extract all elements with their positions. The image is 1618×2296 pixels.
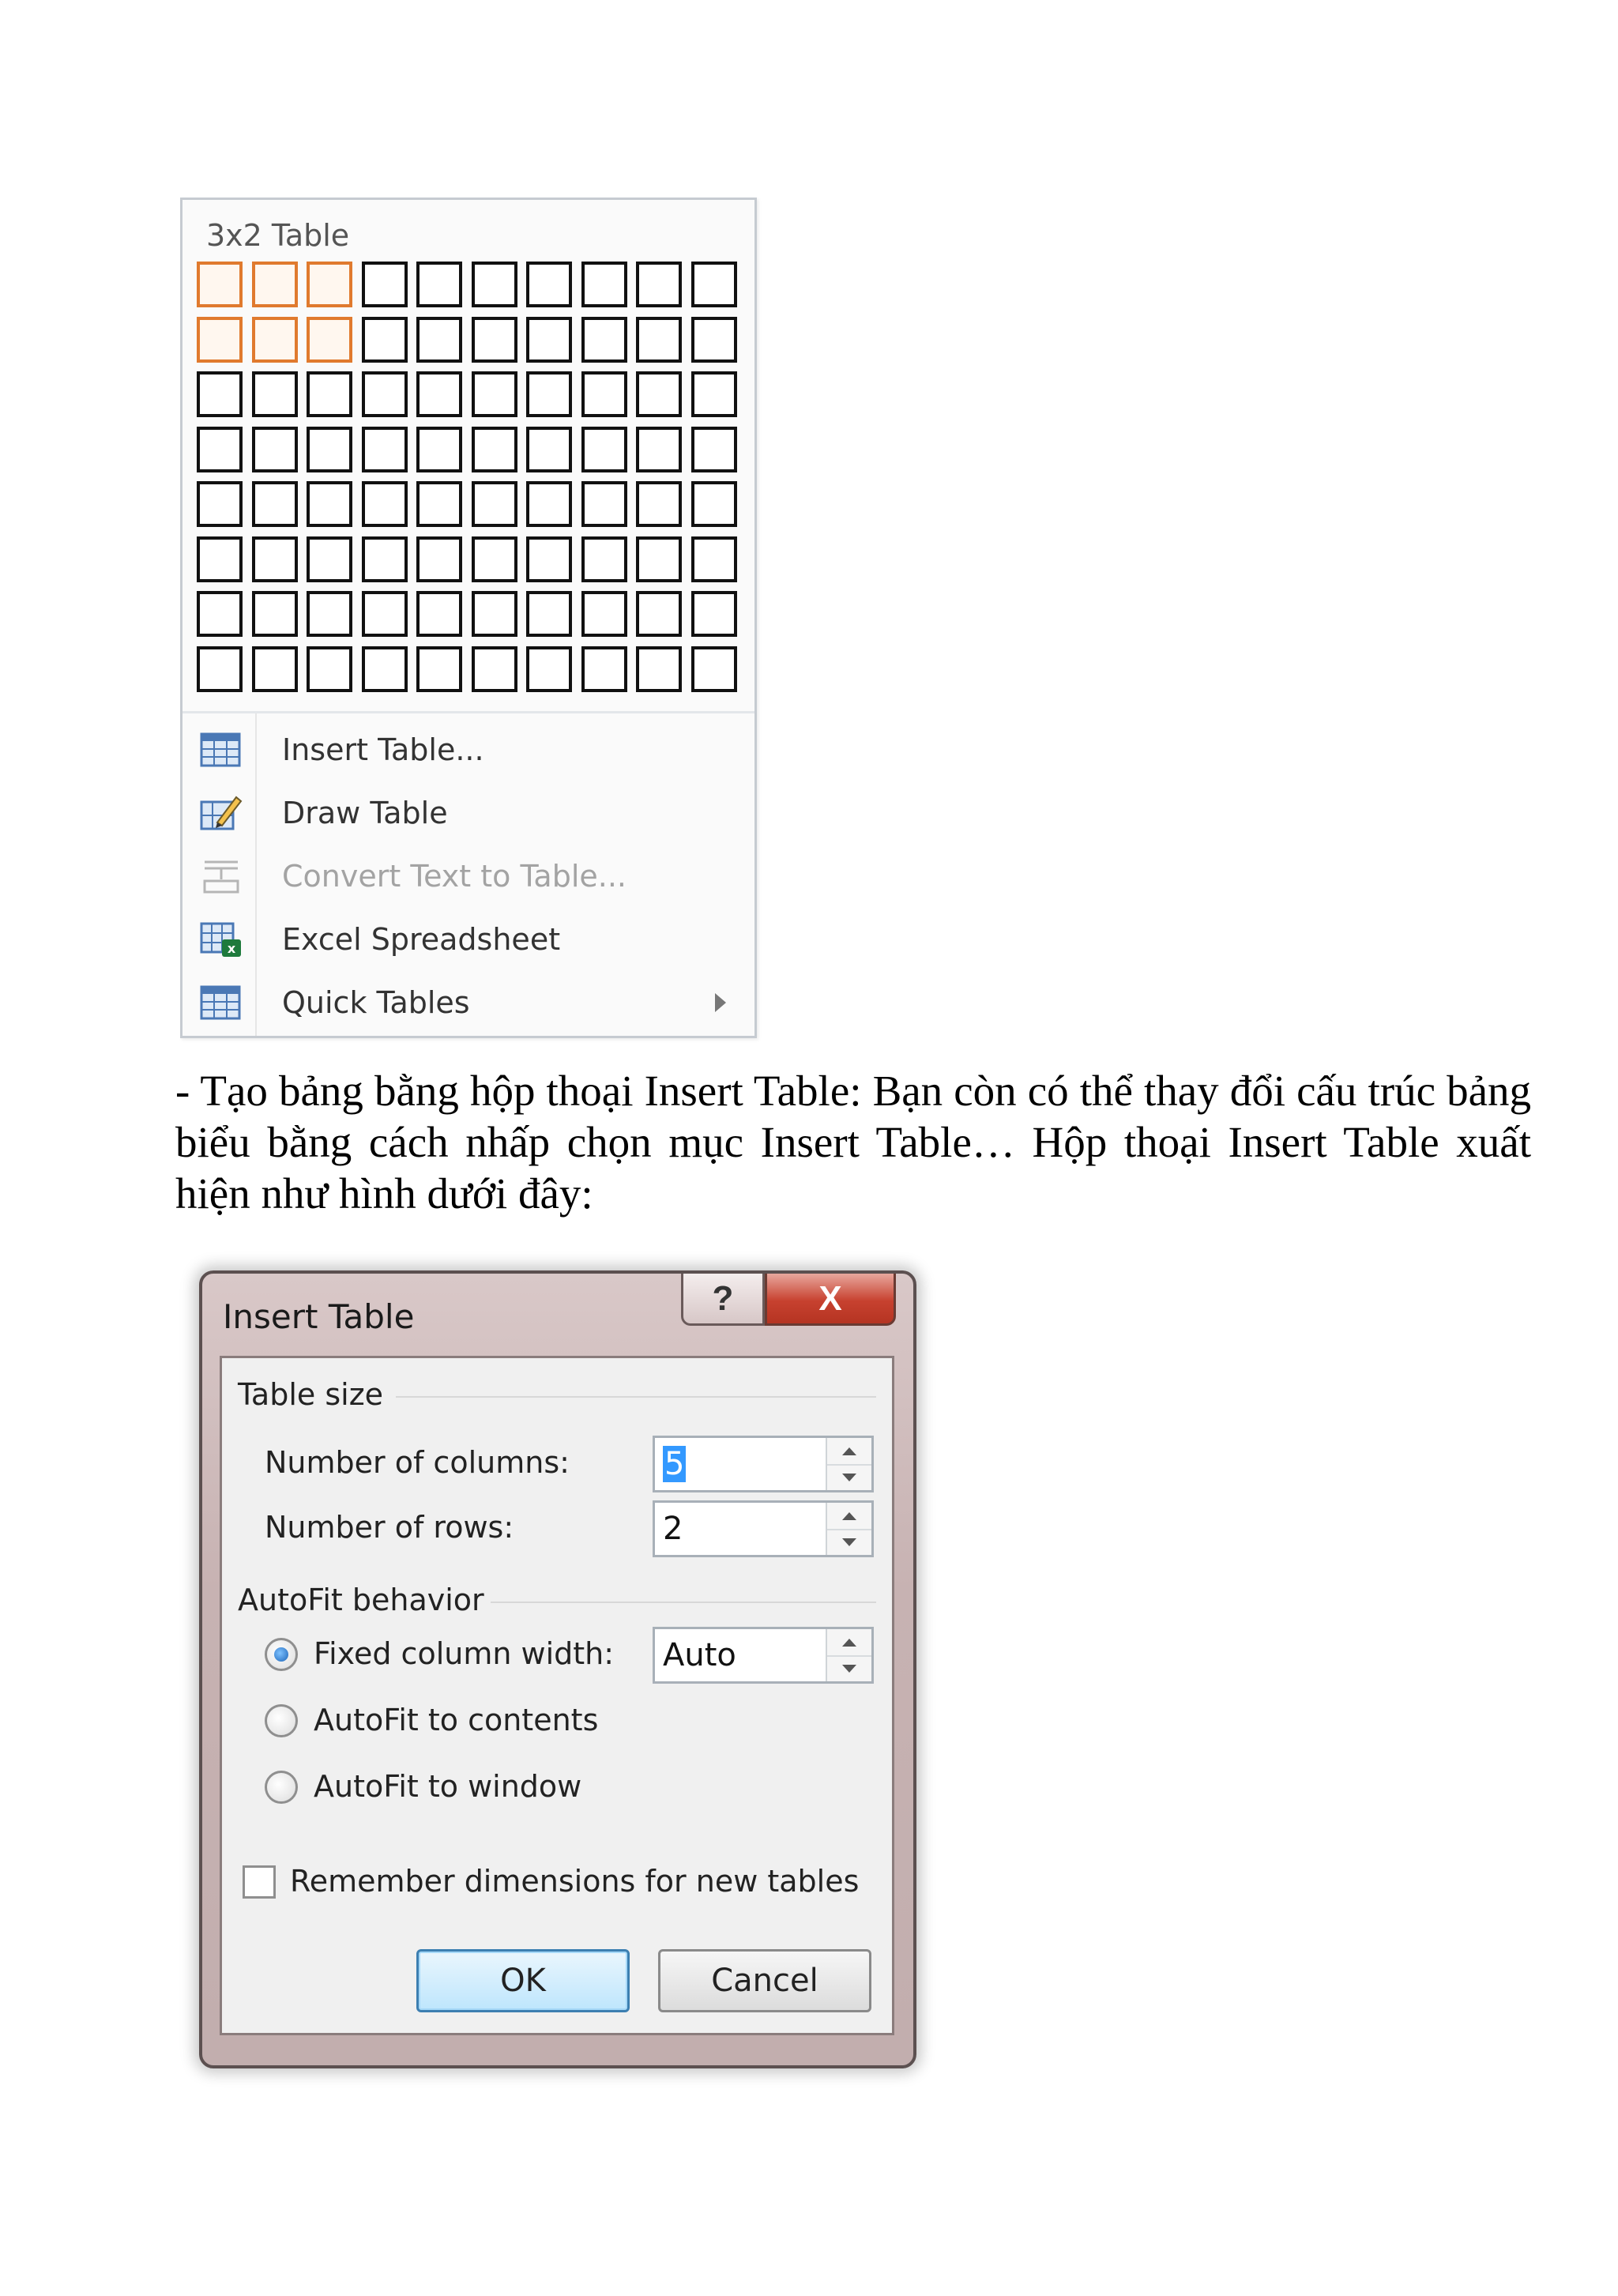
grid-cell[interactable] bbox=[472, 591, 517, 637]
grid-cell[interactable] bbox=[581, 481, 627, 527]
fixed-width-radio[interactable] bbox=[265, 1638, 298, 1671]
grid-cell[interactable] bbox=[581, 371, 627, 417]
grid-cell[interactable] bbox=[526, 371, 572, 417]
grid-cell[interactable] bbox=[307, 591, 352, 637]
grid-cell[interactable] bbox=[526, 591, 572, 637]
grid-cell[interactable] bbox=[252, 536, 298, 582]
menu-item-excel-spreadsheet[interactable] bbox=[182, 908, 754, 971]
grid-cell[interactable] bbox=[472, 427, 517, 472]
grid-cell[interactable] bbox=[472, 481, 517, 527]
grid-cell[interactable] bbox=[691, 481, 737, 527]
grid-cell-selected[interactable] bbox=[307, 317, 352, 363]
grid-cell[interactable] bbox=[636, 646, 682, 692]
grid-cell[interactable] bbox=[416, 317, 462, 363]
remember-dimensions-checkbox[interactable] bbox=[243, 1865, 276, 1899]
columns-spinner[interactable] bbox=[653, 1436, 874, 1492]
grid-cell[interactable] bbox=[526, 536, 572, 582]
columns-input[interactable]: 5 bbox=[664, 1446, 685, 1482]
close-button[interactable] bbox=[765, 1274, 896, 1326]
grid-cell[interactable] bbox=[581, 317, 627, 363]
grid-cell[interactable] bbox=[526, 481, 572, 527]
menu-item-label: Draw Table bbox=[282, 796, 448, 830]
arrow-up-icon bbox=[842, 1447, 856, 1455]
insert-table-dropdown bbox=[180, 198, 757, 1038]
grid-cell[interactable] bbox=[416, 536, 462, 582]
spin-down-button[interactable] bbox=[827, 1464, 871, 1490]
grid-cell[interactable] bbox=[362, 481, 408, 527]
spin-down-button[interactable] bbox=[827, 1529, 871, 1555]
grid-cell[interactable] bbox=[307, 536, 352, 582]
spin-up-button[interactable] bbox=[827, 1629, 871, 1657]
grid-cell[interactable] bbox=[362, 591, 408, 637]
grid-cell[interactable] bbox=[362, 536, 408, 582]
spinner-arrows bbox=[826, 1503, 871, 1555]
spin-down-button[interactable] bbox=[827, 1655, 871, 1681]
autofit-heading: AutoFit behavior bbox=[238, 1583, 484, 1617]
menu-item-quick-tables[interactable] bbox=[182, 971, 754, 1034]
grid-cell[interactable] bbox=[472, 262, 517, 307]
grid-cell[interactable] bbox=[636, 262, 682, 307]
menu-item-label: Excel Spreadsheet bbox=[282, 922, 561, 957]
excel-spreadsheet-icon bbox=[200, 920, 243, 958]
draw-table-pencil-icon bbox=[200, 794, 243, 832]
grid-cell[interactable] bbox=[416, 262, 462, 307]
grid-cell[interactable] bbox=[472, 317, 517, 363]
grid-cell[interactable] bbox=[252, 646, 298, 692]
grid-cell[interactable] bbox=[691, 536, 737, 582]
menu-separator bbox=[182, 711, 754, 713]
grid-cell[interactable] bbox=[472, 536, 517, 582]
grid-cell[interactable] bbox=[197, 481, 243, 527]
grid-cell[interactable] bbox=[691, 371, 737, 417]
menu-item-label: Convert Text to Table... bbox=[282, 859, 627, 894]
grid-cell[interactable] bbox=[636, 536, 682, 582]
menu-item-label: Insert Table... bbox=[282, 732, 484, 767]
grid-cell[interactable] bbox=[362, 646, 408, 692]
grid-cell[interactable] bbox=[691, 646, 737, 692]
spin-up-button[interactable] bbox=[827, 1503, 871, 1530]
grid-cell[interactable] bbox=[416, 646, 462, 692]
grid-cell[interactable] bbox=[197, 427, 243, 472]
group-divider bbox=[491, 1602, 876, 1603]
rows-spinner[interactable] bbox=[653, 1500, 874, 1557]
arrow-down-icon bbox=[842, 1474, 856, 1481]
close-icon: X bbox=[818, 1278, 842, 1318]
grid-cell[interactable] bbox=[636, 427, 682, 472]
grid-cell[interactable] bbox=[307, 481, 352, 527]
grid-cell[interactable] bbox=[252, 427, 298, 472]
grid-cell[interactable] bbox=[691, 427, 737, 472]
grid-cell[interactable] bbox=[636, 317, 682, 363]
dialog-body bbox=[220, 1356, 894, 2035]
grid-cell[interactable] bbox=[416, 427, 462, 472]
grid-cell[interactable] bbox=[691, 262, 737, 307]
autofit-window-radio[interactable] bbox=[265, 1771, 298, 1804]
group-divider bbox=[396, 1396, 876, 1398]
insert-table-dialog bbox=[199, 1270, 916, 2068]
spin-up-button[interactable] bbox=[827, 1438, 871, 1466]
convert-text-icon bbox=[200, 857, 243, 895]
grid-cell[interactable] bbox=[581, 591, 627, 637]
grid-cell[interactable] bbox=[416, 371, 462, 417]
grid-cell[interactable] bbox=[307, 427, 352, 472]
arrow-down-icon bbox=[842, 1538, 856, 1546]
grid-cell[interactable] bbox=[362, 371, 408, 417]
arrow-up-icon bbox=[842, 1639, 856, 1647]
grid-cell[interactable] bbox=[691, 317, 737, 363]
fixed-width-spinner[interactable] bbox=[653, 1627, 874, 1684]
grid-cell[interactable] bbox=[197, 646, 243, 692]
arrow-down-icon bbox=[842, 1665, 856, 1673]
grid-cell[interactable] bbox=[526, 427, 572, 472]
grid-cell[interactable] bbox=[362, 317, 408, 363]
help-button[interactable] bbox=[681, 1274, 765, 1326]
rows-input[interactable]: 2 bbox=[663, 1511, 683, 1547]
grid-cell[interactable] bbox=[252, 591, 298, 637]
body-paragraph: - Tạo bảng bằng hộp thoại Insert Table: Bạn còn có thể thay đổi cấu trúc bảng biểu bằng cách nhấp chọn mục Insert Table… Hộp thoại Insert Table xuất hiện như hình dưới đây: bbox=[175, 1067, 1531, 1218]
quick-tables-icon bbox=[200, 984, 243, 1022]
grid-cell[interactable] bbox=[581, 536, 627, 582]
insert-table-icon bbox=[200, 731, 243, 769]
remember-dimensions-label: Remember dimensions for new tables bbox=[290, 1864, 860, 1899]
grid-cell[interactable] bbox=[472, 371, 517, 417]
grid-cell[interactable] bbox=[636, 591, 682, 637]
grid-cell-selected[interactable] bbox=[252, 262, 298, 307]
grid-cell[interactable] bbox=[472, 646, 517, 692]
grid-cell-selected[interactable] bbox=[252, 317, 298, 363]
grid-cell[interactable] bbox=[526, 646, 572, 692]
grid-size-label: 3x2 Table bbox=[206, 218, 350, 253]
menu-item-convert-text-to-table bbox=[182, 845, 754, 908]
table-size-grid bbox=[197, 262, 737, 692]
fixed-width-input[interactable]: Auto bbox=[663, 1637, 736, 1673]
menu-item-label: Quick Tables bbox=[282, 985, 470, 1020]
grid-cell[interactable] bbox=[691, 591, 737, 637]
grid-cell[interactable] bbox=[362, 262, 408, 307]
autofit-contents-radio[interactable] bbox=[265, 1704, 298, 1737]
grid-cell[interactable] bbox=[197, 371, 243, 417]
menu-item-draw-table[interactable] bbox=[182, 781, 754, 845]
grid-cell[interactable] bbox=[636, 481, 682, 527]
grid-cell[interactable] bbox=[526, 317, 572, 363]
fixed-width-label: Fixed column width: bbox=[314, 1636, 615, 1671]
arrow-up-icon bbox=[842, 1512, 856, 1520]
grid-cell-selected[interactable] bbox=[307, 262, 352, 307]
table-size-heading: Table size bbox=[238, 1377, 384, 1412]
grid-cell[interactable] bbox=[252, 481, 298, 527]
grid-cell[interactable] bbox=[416, 591, 462, 637]
grid-cell[interactable] bbox=[581, 646, 627, 692]
help-icon: ? bbox=[712, 1278, 734, 1318]
grid-cell[interactable] bbox=[526, 262, 572, 307]
grid-cell[interactable] bbox=[362, 427, 408, 472]
grid-cell[interactable] bbox=[252, 371, 298, 417]
autofit-window-label: AutoFit to window bbox=[314, 1769, 582, 1804]
grid-cell[interactable] bbox=[416, 481, 462, 527]
spinner-arrows bbox=[826, 1438, 871, 1490]
grid-cell[interactable] bbox=[581, 262, 627, 307]
dialog-title: Insert Table bbox=[223, 1297, 415, 1336]
spinner-arrows bbox=[826, 1629, 871, 1681]
grid-cell[interactable] bbox=[581, 427, 627, 472]
rows-label: Number of rows: bbox=[265, 1510, 514, 1545]
grid-cell[interactable] bbox=[636, 371, 682, 417]
grid-cell[interactable] bbox=[307, 371, 352, 417]
grid-cell-selected[interactable] bbox=[197, 317, 243, 363]
cancel-button[interactable]: Cancel bbox=[658, 1949, 871, 2012]
grid-cell[interactable] bbox=[197, 591, 243, 637]
ok-button[interactable]: OK bbox=[416, 1949, 630, 2012]
autofit-contents-label: AutoFit to contents bbox=[314, 1703, 599, 1737]
grid-cell-selected[interactable] bbox=[197, 262, 243, 307]
menu-item-insert-table[interactable] bbox=[182, 718, 754, 781]
grid-cell[interactable] bbox=[197, 536, 243, 582]
columns-label: Number of columns: bbox=[265, 1445, 570, 1480]
submenu-arrow-icon bbox=[715, 993, 726, 1012]
svg-text:x: x bbox=[227, 941, 236, 956]
grid-cell[interactable] bbox=[307, 646, 352, 692]
